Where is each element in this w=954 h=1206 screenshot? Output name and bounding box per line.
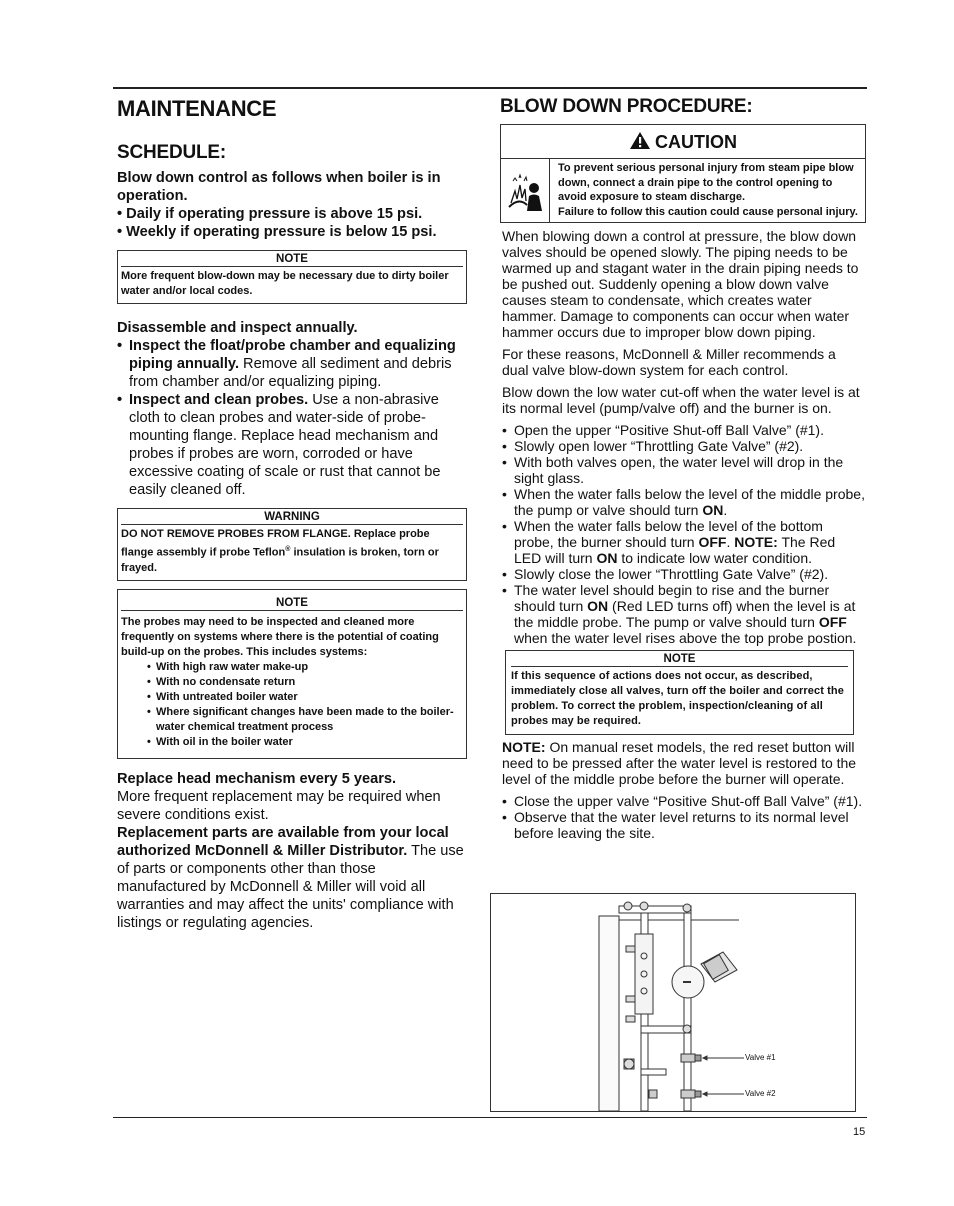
step-item: • Close the upper valve “Positive Shut-off Ball Valve” (#1). [502, 793, 863, 809]
note-box-blowdown [117, 250, 467, 304]
left-column [117, 94, 467, 932]
parts-paragraph: Replacement parts are available from your local authorized McDonnell & Miller Distributor. The use of parts or components other than those manufactured by McDonnell & Miller will void all warranties and may affect the units' compliance with listings or regulating agencies. [117, 824, 464, 931]
piping-illustration [491, 894, 855, 1111]
note-list-item: • Where significant changes have been made to the boiler-water chemical treatment process [147, 705, 454, 733]
bullet-inspect-chamber: • Inspect the float/probe chamber and equalizing piping annually. Remove all sediment and debris from chamber and/or equalizing piping. [117, 338, 456, 390]
step-item: • When the water falls below the level of the bottom probe, the burner should turn OFF. NOTE: The Red LED will turn ON to indicate low water condition. [502, 518, 836, 566]
note-title: NOTE [121, 595, 463, 611]
caution-text [550, 159, 865, 222]
bullet-bold: Inspect the float/probe chamber and equalizing piping annually. [129, 338, 456, 372]
warning-box [117, 508, 467, 581]
note-text: The probes may need to be inspected and cleaned more frequently on systems where there is the potential of coating build-up on the probes. This includes systems: [121, 615, 439, 658]
warning-triangle-icon [629, 131, 651, 150]
replace-heading: Replace head mechanism every 5 years. [117, 770, 397, 787]
steam-burn-hazard-icon [501, 159, 550, 222]
step-item: • Slowly close the lower “Throttling Gate Valve” (#2). [502, 566, 829, 582]
blowdown-paragraph-3: Blow down the low water cut-off when the water level is at its normal level (pump/valve off) and the burner is on. [502, 384, 860, 416]
note-box-probes [117, 589, 467, 759]
caution-title: CAUTION [655, 132, 737, 152]
replace-text: More frequent replacement may be required when severe conditions exist. [117, 788, 441, 823]
page-number: 15 [853, 1126, 866, 1138]
note-text: More frequent blow-down may be necessary due to dirty boiler water and/or local codes. [121, 270, 449, 297]
right-column [500, 94, 866, 841]
top-rule [113, 87, 867, 89]
page-title: MAINTENANCE [117, 96, 277, 121]
schedule-intro: Blow down control as follows when boiler is in operation. [117, 170, 441, 204]
caution-text-1: To prevent serious personal injury from steam pipe blow down, connect a drain pipe to the control opening to avoid exposure to steam discharge. [558, 162, 854, 203]
bullet-inspect-probes: • Inspect and clean probes. Use a non-abrasive cloth to clean probes and water-side of probe-mounting flange. Replace head mechanism and probes if probes are worn, corroded or have excessive coating of scale or rust that cannot be easily cleaned off. [117, 392, 441, 498]
caution-content [501, 159, 865, 222]
blowdown-paragraph-1: When blowing down a control at pressure, the blow down valves should be opened slowly. The piping needs to be warmed up and stagant water in the drain piping needs to be pushed out. Suddenly opening a blow down valve causes steam to condensate, which creates water hammer. Damage to components can occur when water hammer occurs due to improper blow down piping. [502, 228, 859, 340]
note-box-sequence [505, 650, 854, 735]
valve-1-label: Valve #1 [745, 1053, 776, 1062]
note-list-item: • With no condensate return [147, 675, 296, 688]
note-list-item: • With oil in the boiler water [147, 735, 293, 748]
schedule-item-daily: • Daily if operating pressure is above 15 psi. [117, 206, 423, 222]
caution-text-2: Failure to follow this caution could cause personal injury. [558, 205, 858, 218]
step-item: • When the water falls below the level of the middle probe, the pump or valve should turn ON. [502, 486, 865, 518]
step-item: • With both valves open, the water level will drop in the sight glass. [502, 454, 844, 486]
note-list [121, 660, 463, 750]
caution-box [500, 124, 866, 223]
schedule-heading: SCHEDULE: [117, 142, 227, 163]
note-title: NOTE [511, 651, 848, 667]
manual-reset-note: NOTE: On manual reset models, the red reset button will need to be pressed after the water level is restored to the level of the middle probe before the burner will operate. [502, 739, 857, 787]
note-list-item: • With untreated boiler water [147, 690, 298, 703]
valve-piping-diagram [490, 893, 856, 1112]
valve-2-label: Valve #2 [745, 1089, 776, 1098]
caution-header [501, 125, 865, 159]
blowdown-paragraph-2: For these reasons, McDonnell & Miller recommends a dual valve blow-down system for each control. [502, 346, 836, 378]
bullet-bold: Inspect and clean probes. [129, 392, 309, 408]
note-text: If this sequence of actions does not occur, as described, immediately close all valves, turn off the boiler and correct the problem. To correct the problem, inspection/cleaning of all probes may be required. [511, 670, 844, 727]
step-item: • Observe that the water level returns to its normal level before leaving the site. [502, 809, 849, 841]
step-item: • Slowly open lower “Throttling Gate Valve” (#2). [502, 438, 804, 454]
note-title: NOTE [121, 251, 463, 267]
final-steps [502, 793, 866, 841]
bottom-rule [113, 1117, 867, 1118]
step-item: • The water level should begin to rise and the burner should turn ON (Red LED turns off) when the level is at the middle probe. The pump or valve should turn OFF when the water level rises above the top probe postion. [502, 582, 857, 646]
bullet-text: Remove all sediment and debris from chamber and/or equalizing piping. [129, 356, 452, 390]
warning-title: WARNING [121, 509, 463, 525]
bullet-text: Use a non-abrasive cloth to clean probes and water-side of probe-mounting flange. Replace head mechanism and probes if probes are worn, corroded or have excessive coating of scale or rust that cannot be easily cleaned off. [129, 392, 441, 498]
disassemble-heading: Disassemble and inspect annually. [117, 320, 358, 336]
step-item: • Open the upper “Positive Shut-off Ball Valve” (#1). [502, 422, 824, 438]
note-list-item: • With high raw water make-up [147, 660, 309, 673]
schedule-item-weekly: • Weekly if operating pressure is below 15 psi. [117, 224, 437, 240]
procedure-steps [502, 422, 866, 646]
warning-text: DO NOT REMOVE PROBES FROM FLANGE. Replace probe flange assembly if probe Teflon® insulation is broken, torn or frayed. [121, 528, 439, 574]
blowdown-heading: BLOW DOWN PROCEDURE: [500, 96, 753, 117]
